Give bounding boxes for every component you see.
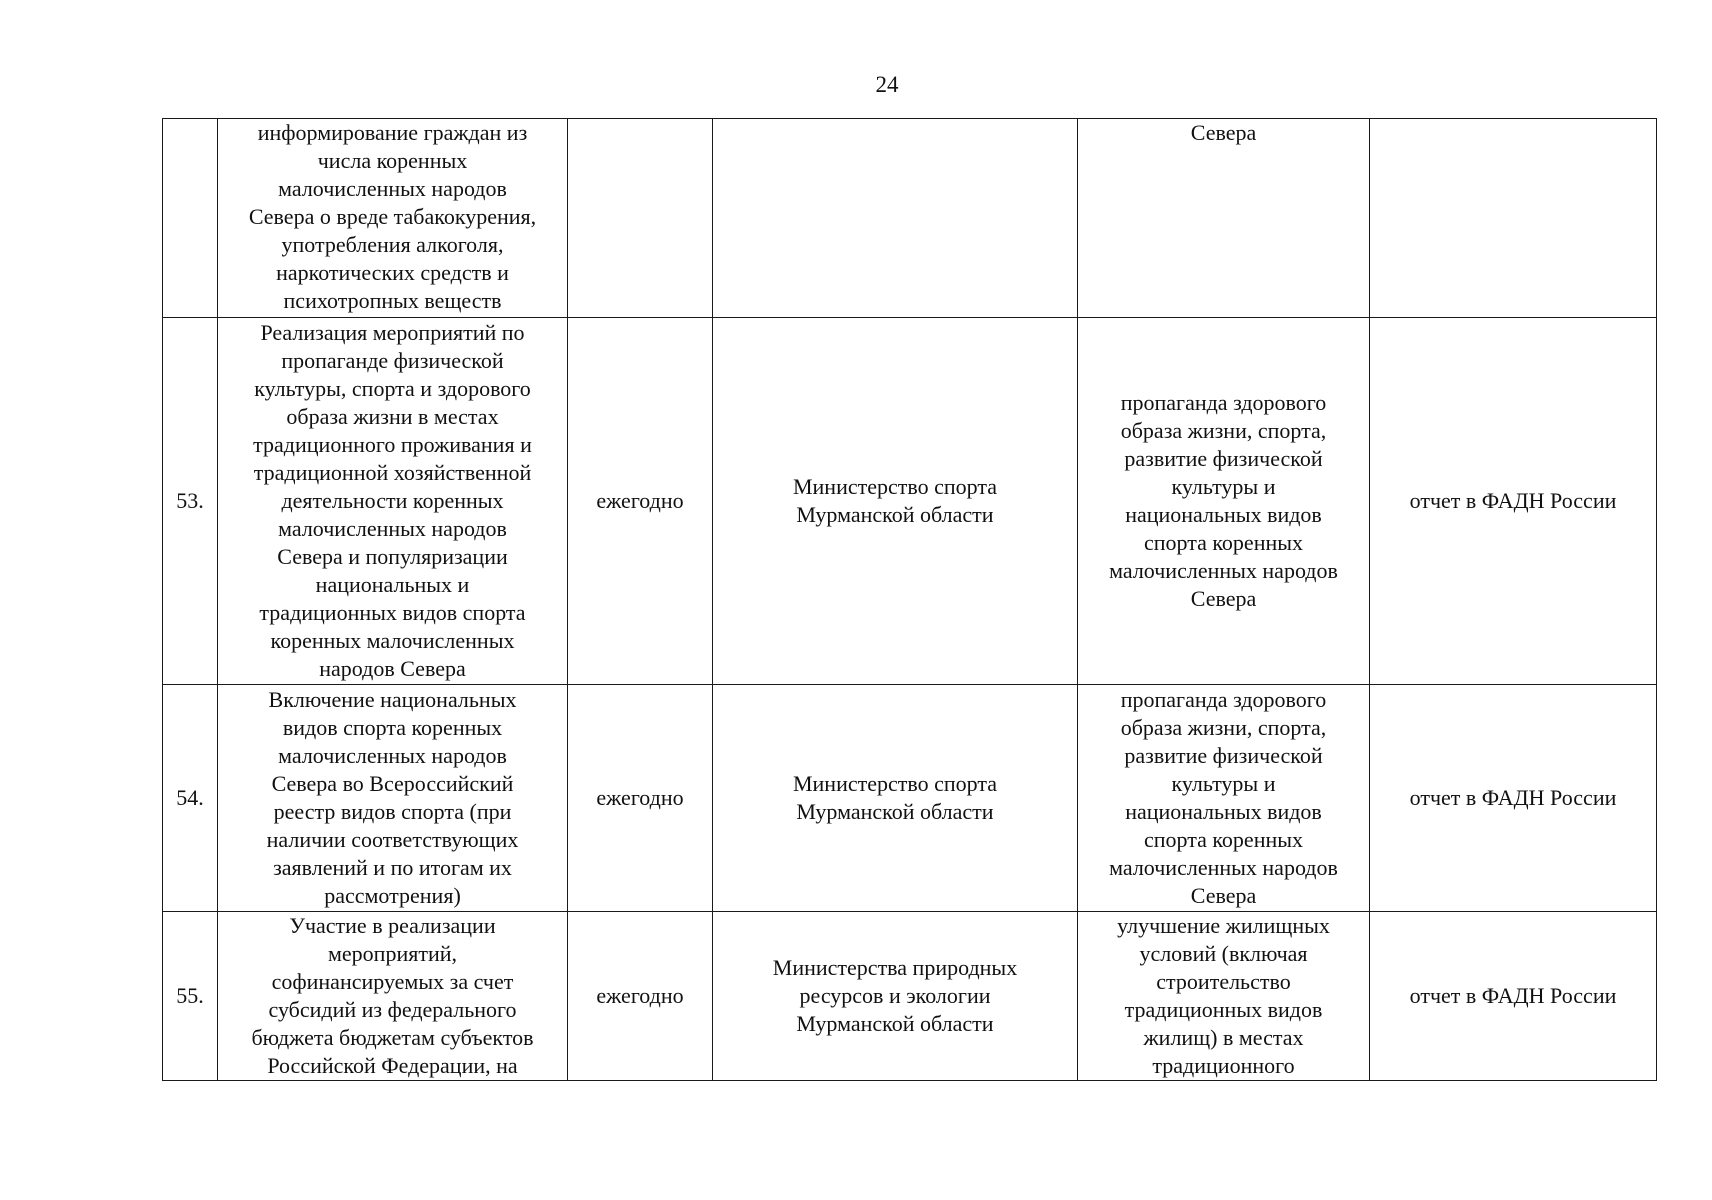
row-number: 54. — [163, 685, 218, 912]
measure-cell: Реализация мероприятий по пропаганде физической культуры, спорта и здорового образа жизни в местах традиционного проживания и традиционной хозяйственной деятельности коренных малочисленных народов Севера и популяризации национальных и традиционных видов спорта коренных малочисленных народов Севера — [218, 318, 568, 685]
result-cell: пропаганда здорового образа жизни, спорта, развитие физической культуры и национальных видов спорта коренных малочисленных народов Севера — [1078, 318, 1370, 685]
row-number: 53. — [163, 318, 218, 685]
measure-cell: Участие в реализации мероприятий, софинансируемых за счет субсидий из федерального бюджета бюджетам субъектов Российской Федерации, на — [218, 912, 568, 1081]
executor-cell: Министерства природных ресурсов и экологии Мурманской области — [713, 912, 1078, 1081]
table-row — [163, 119, 1657, 318]
table-row — [163, 685, 1657, 912]
measure-cell: Включение национальных видов спорта коренных малочисленных народов Севера во Всероссийский реестр видов спорта (при наличии соответствующих заявлений и по итогам их рассмотрения) — [218, 685, 568, 912]
period-cell: ежегодно — [568, 685, 713, 912]
measures-table — [162, 118, 1657, 1081]
result-cell: пропаганда здорового образа жизни, спорта, развитие физической культуры и национальных видов спорта коренных малочисленных народов Севера — [1078, 685, 1370, 912]
report-cell: отчет в ФАДН России — [1370, 318, 1657, 685]
row-number: 55. — [163, 912, 218, 1081]
row-number — [163, 119, 218, 318]
report-cell: отчет в ФАДН России — [1370, 912, 1657, 1081]
report-cell — [1370, 119, 1657, 318]
executor-cell: Министерство спорта Мурманской области — [713, 685, 1078, 912]
period-cell: ежегодно — [568, 318, 713, 685]
executor-cell — [713, 119, 1078, 318]
table-row — [163, 318, 1657, 685]
executor-cell: Министерство спорта Мурманской области — [713, 318, 1078, 685]
period-cell — [568, 119, 713, 318]
result-cell: улучшение жилищных условий (включая строительство традиционных видов жилищ) в местах традиционного — [1078, 912, 1370, 1081]
page-number: 24 — [875, 72, 899, 97]
report-cell: отчет в ФАДН России — [1370, 685, 1657, 912]
table-row — [163, 912, 1657, 1081]
result-cell: Севера — [1078, 119, 1370, 318]
period-cell: ежегодно — [568, 912, 713, 1081]
measure-cell: информирование граждан из числа коренных малочисленных народов Севера о вреде табакокурения, употребления алкоголя, наркотических средств и психотропных веществ — [218, 119, 568, 318]
